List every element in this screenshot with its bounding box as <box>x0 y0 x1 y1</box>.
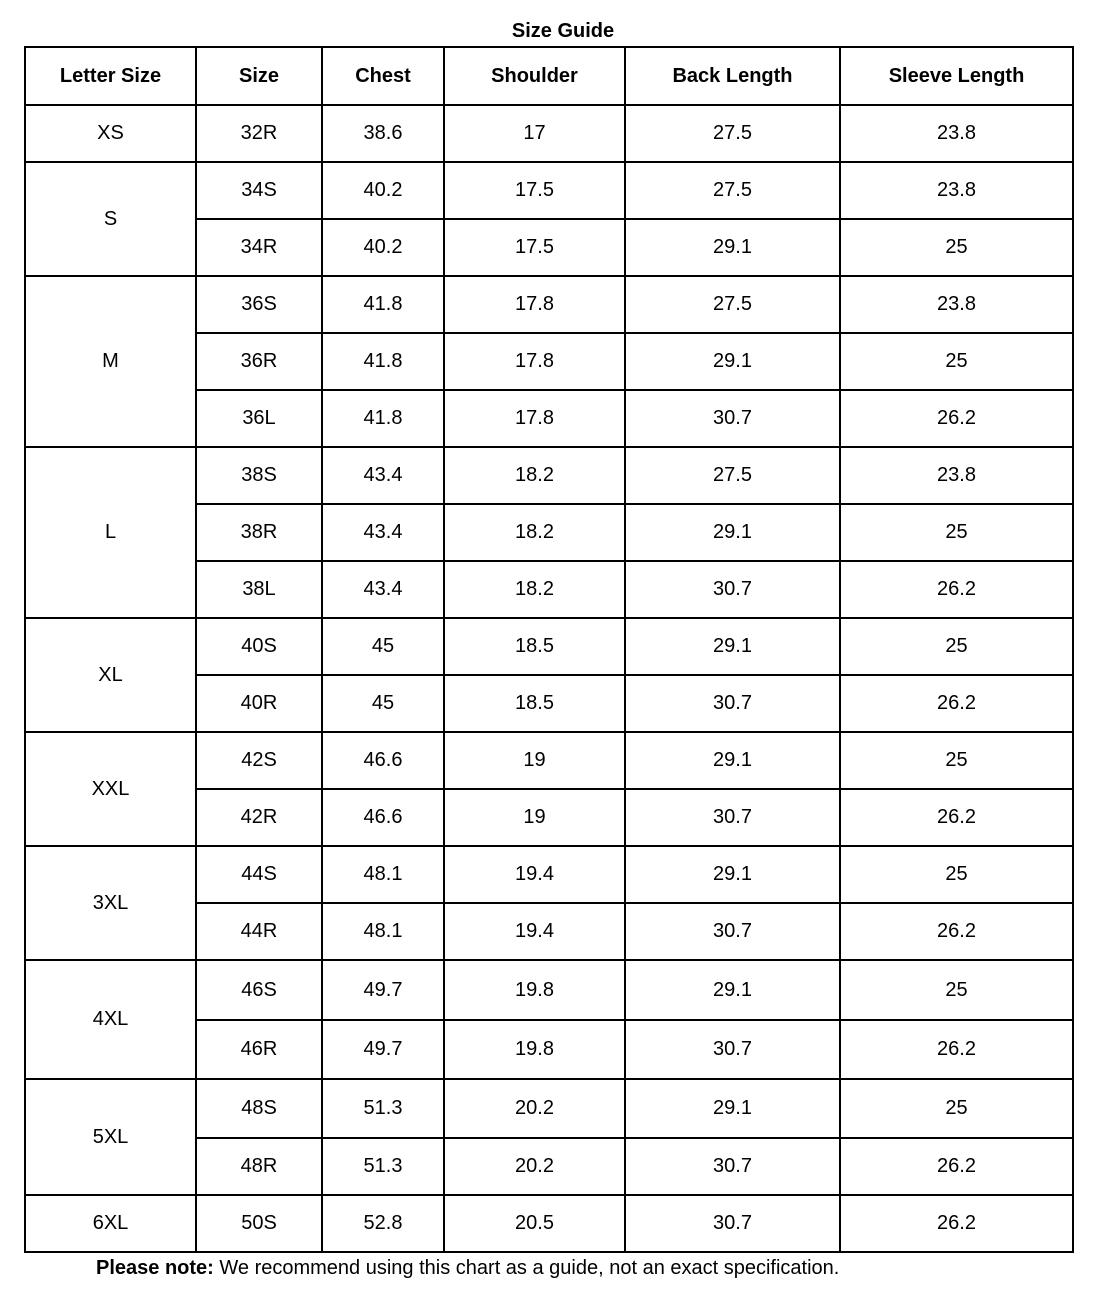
size-cell: 40S <box>196 618 322 675</box>
shoulder-cell: 19 <box>444 732 625 789</box>
shoulder-cell: 17.8 <box>444 390 625 447</box>
column-header-letter-size: Letter Size <box>25 47 196 105</box>
size-cell: 46S <box>196 960 322 1020</box>
shoulder-cell: 20.5 <box>444 1195 625 1252</box>
size-cell: 46R <box>196 1020 322 1079</box>
table-row <box>25 447 1073 504</box>
back-length-cell: 30.7 <box>625 789 840 846</box>
size-cell: 50S <box>196 1195 322 1252</box>
shoulder-cell: 18.2 <box>444 504 625 561</box>
letter-size-cell: 6XL <box>25 1195 196 1252</box>
chest-cell: 40.2 <box>322 162 444 219</box>
sleeve-length-cell: 25 <box>840 1079 1073 1138</box>
size-cell: 36L <box>196 390 322 447</box>
sleeve-length-cell: 26.2 <box>840 789 1073 846</box>
back-length-cell: 30.7 <box>625 1020 840 1079</box>
sleeve-length-cell: 23.8 <box>840 447 1073 504</box>
size-cell: 36S <box>196 276 322 333</box>
size-cell: 36R <box>196 333 322 390</box>
back-length-cell: 30.7 <box>625 903 840 960</box>
size-cell: 32R <box>196 105 322 162</box>
shoulder-cell: 19 <box>444 789 625 846</box>
column-header-chest: Chest <box>322 47 444 105</box>
back-length-cell: 29.1 <box>625 333 840 390</box>
size-cell: 38L <box>196 561 322 618</box>
size-guide-table <box>24 46 1074 1253</box>
sleeve-length-cell: 26.2 <box>840 1195 1073 1252</box>
shoulder-cell: 17.5 <box>444 162 625 219</box>
size-cell: 34R <box>196 219 322 276</box>
letter-size-cell: L <box>25 447 196 618</box>
back-length-cell: 30.7 <box>625 561 840 618</box>
size-cell: 38R <box>196 504 322 561</box>
chest-cell: 52.8 <box>322 1195 444 1252</box>
chest-cell: 45 <box>322 675 444 732</box>
table-row <box>25 960 1073 1020</box>
column-header-shoulder: Shoulder <box>444 47 625 105</box>
chest-cell: 51.3 <box>322 1138 444 1195</box>
shoulder-cell: 17.5 <box>444 219 625 276</box>
table-body <box>25 105 1073 1252</box>
table-row <box>25 618 1073 675</box>
table-row <box>25 1195 1073 1252</box>
footnote-label: Please note: <box>96 1257 214 1279</box>
sleeve-length-cell: 26.2 <box>840 675 1073 732</box>
size-cell: 48S <box>196 1079 322 1138</box>
back-length-cell: 27.5 <box>625 105 840 162</box>
size-cell: 40R <box>196 675 322 732</box>
chest-cell: 43.4 <box>322 504 444 561</box>
footnote <box>96 1255 839 1281</box>
sleeve-length-cell: 26.2 <box>840 390 1073 447</box>
back-length-cell: 29.1 <box>625 960 840 1020</box>
back-length-cell: 30.7 <box>625 1138 840 1195</box>
sleeve-length-cell: 25 <box>840 504 1073 561</box>
chest-cell: 41.8 <box>322 276 444 333</box>
letter-size-cell: 3XL <box>25 846 196 960</box>
letter-size-cell: XXL <box>25 732 196 846</box>
back-length-cell: 29.1 <box>625 732 840 789</box>
shoulder-cell: 20.2 <box>444 1138 625 1195</box>
shoulder-cell: 19.4 <box>444 903 625 960</box>
sleeve-length-cell: 25 <box>840 960 1073 1020</box>
letter-size-cell: XS <box>25 105 196 162</box>
chest-cell: 43.4 <box>322 447 444 504</box>
header-row <box>25 47 1073 105</box>
chest-cell: 49.7 <box>322 1020 444 1079</box>
table-row <box>25 1079 1073 1138</box>
table-row <box>25 162 1073 219</box>
size-cell: 42R <box>196 789 322 846</box>
shoulder-cell: 20.2 <box>444 1079 625 1138</box>
table-row <box>25 732 1073 789</box>
sleeve-length-cell: 25 <box>840 732 1073 789</box>
shoulder-cell: 19.4 <box>444 846 625 903</box>
chest-cell: 38.6 <box>322 105 444 162</box>
shoulder-cell: 17.8 <box>444 333 625 390</box>
size-cell: 44R <box>196 903 322 960</box>
back-length-cell: 30.7 <box>625 1195 840 1252</box>
column-header-size: Size <box>196 47 322 105</box>
chest-cell: 43.4 <box>322 561 444 618</box>
table-row <box>25 846 1073 903</box>
sleeve-length-cell: 25 <box>840 846 1073 903</box>
sleeve-length-cell: 26.2 <box>840 1138 1073 1195</box>
column-header-back-length: Back Length <box>625 47 840 105</box>
column-header-sleeve-length: Sleeve Length <box>840 47 1073 105</box>
sleeve-length-cell: 26.2 <box>840 561 1073 618</box>
back-length-cell: 29.1 <box>625 1079 840 1138</box>
table-row <box>25 105 1073 162</box>
back-length-cell: 27.5 <box>625 447 840 504</box>
sleeve-length-cell: 25 <box>840 618 1073 675</box>
back-length-cell: 30.7 <box>625 675 840 732</box>
sleeve-length-cell: 26.2 <box>840 1020 1073 1079</box>
shoulder-cell: 19.8 <box>444 1020 625 1079</box>
chest-cell: 49.7 <box>322 960 444 1020</box>
back-length-cell: 29.1 <box>625 846 840 903</box>
shoulder-cell: 17 <box>444 105 625 162</box>
shoulder-cell: 19.8 <box>444 960 625 1020</box>
back-length-cell: 27.5 <box>625 162 840 219</box>
footnote-text: We recommend using this chart as a guide, not an exact specification. <box>213 1257 840 1279</box>
letter-size-cell: 5XL <box>25 1079 196 1195</box>
back-length-cell: 27.5 <box>625 276 840 333</box>
table-row <box>25 276 1073 333</box>
back-length-cell: 29.1 <box>625 504 840 561</box>
chest-cell: 46.6 <box>322 789 444 846</box>
shoulder-cell: 18.2 <box>444 561 625 618</box>
size-cell: 38S <box>196 447 322 504</box>
letter-size-cell: M <box>25 276 196 447</box>
sleeve-length-cell: 23.8 <box>840 162 1073 219</box>
letter-size-cell: S <box>25 162 196 276</box>
sleeve-length-cell: 25 <box>840 219 1073 276</box>
sleeve-length-cell: 25 <box>840 333 1073 390</box>
shoulder-cell: 18.2 <box>444 447 625 504</box>
chest-cell: 51.3 <box>322 1079 444 1138</box>
chest-cell: 46.6 <box>322 732 444 789</box>
shoulder-cell: 17.8 <box>444 276 625 333</box>
size-cell: 48R <box>196 1138 322 1195</box>
chest-cell: 41.8 <box>322 390 444 447</box>
size-cell: 44S <box>196 846 322 903</box>
sleeve-length-cell: 23.8 <box>840 276 1073 333</box>
chest-cell: 48.1 <box>322 903 444 960</box>
chest-cell: 40.2 <box>322 219 444 276</box>
size-cell: 34S <box>196 162 322 219</box>
shoulder-cell: 18.5 <box>444 675 625 732</box>
back-length-cell: 29.1 <box>625 219 840 276</box>
sleeve-length-cell: 23.8 <box>840 105 1073 162</box>
page-title: Size Guide <box>511 20 615 42</box>
letter-size-cell: 4XL <box>25 960 196 1079</box>
letter-size-cell: XL <box>25 618 196 732</box>
chest-cell: 41.8 <box>322 333 444 390</box>
back-length-cell: 29.1 <box>625 618 840 675</box>
chest-cell: 48.1 <box>322 846 444 903</box>
back-length-cell: 30.7 <box>625 390 840 447</box>
size-cell: 42S <box>196 732 322 789</box>
shoulder-cell: 18.5 <box>444 618 625 675</box>
sleeve-length-cell: 26.2 <box>840 903 1073 960</box>
chest-cell: 45 <box>322 618 444 675</box>
